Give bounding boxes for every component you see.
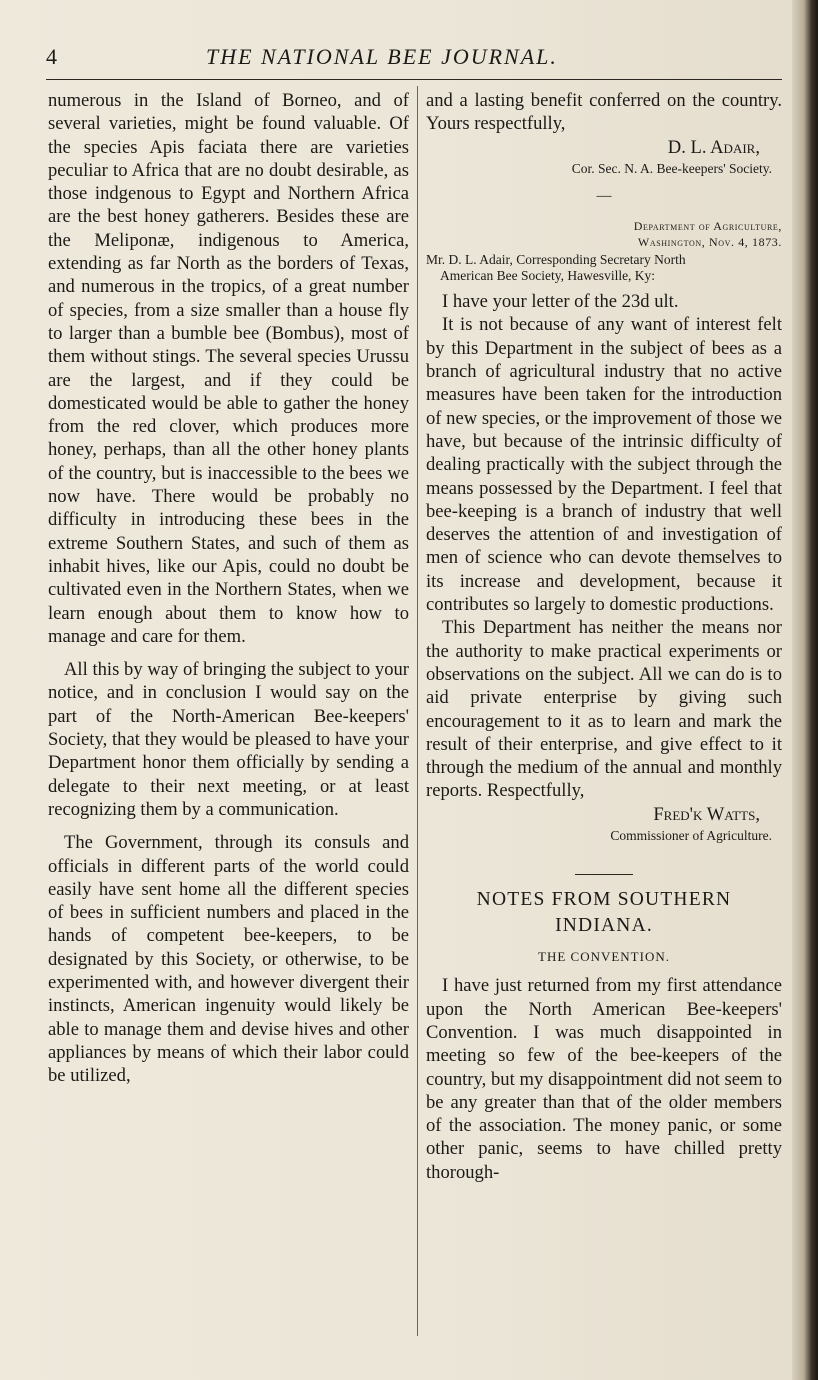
dash-separator: — [596,187,612,204]
page-number: 4 [46,44,57,69]
paragraph: This Department has neither the means nor the authority to make practical experiments or observations on the subject. All we can do is to aid private enterprise by giving such encouragement to it as to learn and mark the result of their enterprise, and give effect to it through the medium of the annual and monthly reports. Respectfully, [426,617,782,802]
paragraph: It is not because of any want of interest felt by this Department in the subject of bees as a branch of agricultural industry that no active measures have been taken for the introduction of new species, or the improvement of those we have, but because of the intrinsic difficulty of dealing practically with the subject through the means possessed by the Department. I feel that bee-keeping is a branch of industry that well deserves the attention of and investigation of men of science who can devote themselves to its increase and development, because it contributes so largely to domestic productions. [426,314,782,616]
header-rule [46,79,782,80]
right-column [426,89,782,1184]
section-rule [575,874,633,875]
page-header [46,44,782,76]
journal-title: THE NATIONAL BEE JOURNAL. [206,44,558,69]
column-divider [417,86,418,1336]
paragraph: and a lasting benefit conferred on the country. Yours respectfully, [426,90,782,135]
book-spine [792,0,818,1380]
letter-address [426,252,782,284]
signature-title: Commissioner of Agriculture. [610,828,772,844]
section-subtitle: THE CONVENTION. [538,949,670,965]
address-line: Mr. D. L. Adair, Corresponding Secretary North [426,252,686,268]
signature-title: Cor. Sec. N. A. Bee-keepers' Society. [571,160,772,176]
signature-name: Fred'k Watts, [653,803,760,825]
signature-name: D. L. Adair, [667,136,760,158]
paragraph: I have just returned from my first attendance upon the North American Bee-keepers' Convention. I was much disappointed in meeting so few of the bee-keepers of the country, but my disappointment did not seem to be any greater than that of the older members of the association. The money panic, or some other panic, seems to have chilled pretty thorough- [426,975,782,1183]
paragraph: numerous in the Island of Borneo, and of several varieties, might be found valuable. Of the species Apis faciata there are varieties peculiar to Africa that are no doubt desirable, as those indgenous to Egypt and Northern Africa are the best honey gatherers. Besides these are the Meliponæ, indigenous to America, extending as far North as the borders of Texas, and numerous in the tropics, of a great number of species, from a size smaller than a house fly to larger than a bumble bee (Bombus), most of them without stings. The several species Urussu are the largest, and if they could be domesticated would be able to gather the honey from the red clover, which produces more honey, perhaps, than all the other honey plants of the country, but is inaccessible to the bees we now have. There would be probably no difficulty in introducing these bees in the extreme Southern States, and such of them as inhabit hives, like our Apis, could no doubt be cultivated even in the Northern States, when we learn enough about them to know how to manage and care for them. [48,90,409,647]
letter-heading [426,218,782,250]
section-title: NOTES FROM SOUTHERN INDIANA. [476,889,732,937]
paragraph: The Government, through its consuls and officials in different parts of the world could easily have sent home all the different species of bees in sufficient numbers and placed in the hands of competent bee-keepers, to be designated by this Society, or otherwise, to be experimented with, and however divergent their instincts, American ingenuity would likely be able to manage them and devise hives and other appliances by means of which their labor could be utilized, [48,832,409,1087]
letter-heading-line: Department of Agriculture, [633,219,782,234]
left-column [48,89,409,1087]
address-line: American Bee Society, Hawesville, Ky: [440,268,656,284]
paragraph: I have your letter of the 23d ult. [442,291,679,313]
letter-heading-line: Washington, Nov. 4, 1873. [637,235,782,250]
paragraph: All this by way of bringing the subject to your notice, and in conclusion I would say on the part of the North-American Bee-keepers' Society, that they would be pleased to have your Department honor them officially by sending a delegate to their next meeting, or at least recognizing them by a communication. [48,659,409,820]
